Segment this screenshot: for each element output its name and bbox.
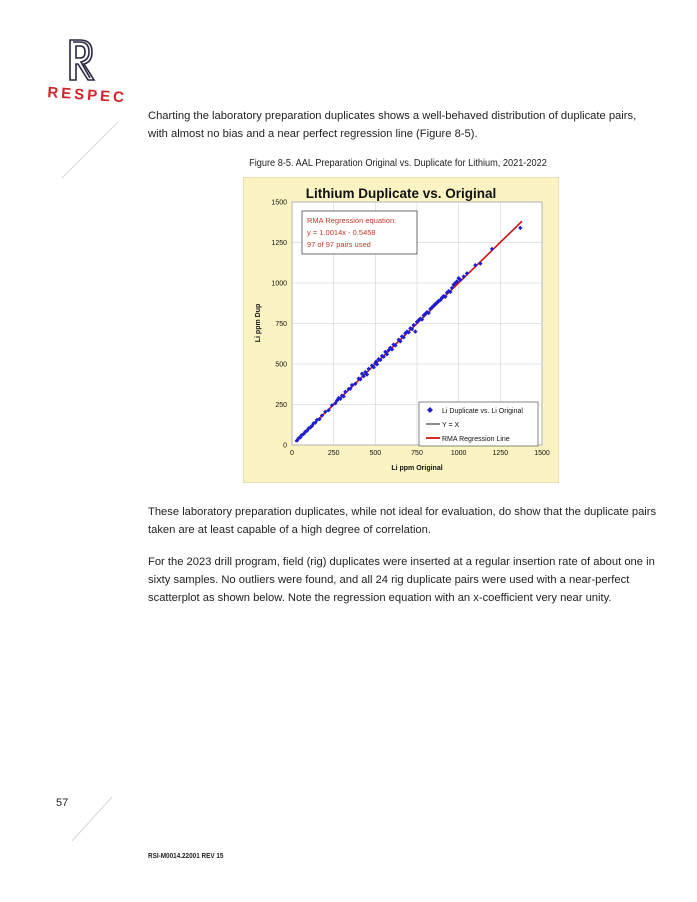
chart-title: Lithium Duplicate vs. Original [305, 186, 497, 201]
chart-legend [419, 402, 538, 446]
x-axis-label: Li ppm Original [391, 465, 443, 472]
y-tick-label: 750 [275, 321, 287, 328]
page-number: 57 [56, 797, 69, 809]
respec-logo-icon [48, 38, 118, 118]
lithium-scatter-chart [243, 177, 559, 483]
y-tick-label: 1250 [271, 240, 287, 247]
x-tick-label: 250 [327, 450, 340, 457]
respec-logo-text: RESPEC [46, 84, 128, 107]
x-tick-label: 1500 [534, 450, 550, 457]
y-tick-label: 250 [275, 402, 287, 409]
legend-item-regression: RMA Regression Line [442, 436, 510, 443]
paragraph-rig-duplicates: For the 2023 drill program, field (rig) duplicates were inserted at a regular insertion rate of about one in sixty samples. No outliers were found, and all 24 rig duplicate pairs were used with a near-perfect scatterplot as shown below. Note the regression equation with an x-coefficient very near unity. [148, 556, 655, 604]
paragraph-correlation: These laboratory preparation duplicates, while not ideal for evaluation, do show that the duplicate pairs taken are at least capable of a high degree of correlation. [148, 506, 657, 536]
legend-item-points: Li Duplicate vs. Li Original [442, 408, 523, 415]
y-axis-label: Li ppm Dup [255, 303, 262, 343]
annotation-line-2: y = 1.0014x - 0.5458 [307, 228, 376, 237]
y-tick-label: 1500 [271, 199, 287, 207]
x-tick-label: 500 [369, 450, 382, 457]
decorative-page-line [60, 795, 120, 845]
annotation-line-3: 97 of 97 pairs used [307, 240, 371, 249]
x-tick-label: 750 [411, 450, 423, 457]
x-tick-label: 1000 [450, 450, 467, 457]
legend-item-yx: Y = X [442, 422, 460, 429]
y-tick-label: 500 [275, 361, 287, 369]
regression-annotation [302, 211, 417, 254]
y-tick-label: 1000 [271, 280, 287, 288]
decorative-diagonal-line [60, 120, 120, 180]
annotation-line-1: RMA Regression equation: [307, 216, 397, 225]
figure-caption: Figure 8-5. AAL Preparation Original vs. Duplicate for Lithium, 2021-2022 [249, 158, 547, 169]
y-tick-label: 0 [283, 442, 287, 450]
paragraph-intro: Charting the laboratory preparation duplicates shows a well-behaved distribution of duplicate pairs, with almost no bias and a near perfect regression line (Figure 8-5). [148, 110, 637, 140]
document-footer-code: RSI-M0014.22001 REV 15 [148, 851, 224, 860]
x-tick-label: 1250 [492, 450, 509, 457]
x-tick-label: 0 [290, 450, 294, 457]
